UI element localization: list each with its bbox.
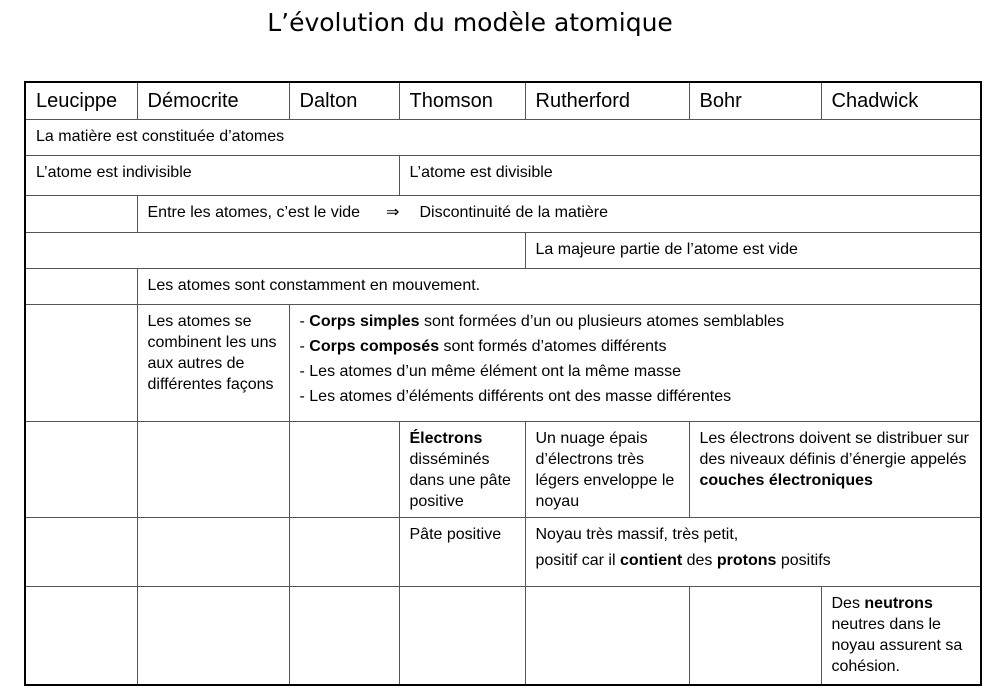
header-row xyxy=(25,82,981,120)
cell-bodies xyxy=(289,305,981,422)
empty-cell xyxy=(25,305,137,422)
cell-rutherford-cloud: Un nuage épais d’électrons très légers enveloppe le noyau xyxy=(525,422,689,518)
discontinuity-text: Discontinuité de la matière xyxy=(419,204,608,221)
empty-cell xyxy=(525,587,689,685)
bullet-same-mass: - Les atomes d’un même élément ont la même masse xyxy=(299,363,681,380)
empty-cell xyxy=(25,269,137,305)
header-bohr: Bohr xyxy=(689,82,821,120)
empty-cell xyxy=(289,518,399,587)
implies-arrow: ⇒ xyxy=(386,204,400,221)
empty-cell xyxy=(25,587,137,685)
row-matter xyxy=(25,120,981,156)
empty-cell xyxy=(289,587,399,685)
bullet-simple-bodies: - Corps simples sont formées d’un ou plusieurs atomes semblables xyxy=(299,313,785,330)
empty-cell xyxy=(25,422,137,518)
page-title: L’évolution du modèle atomique xyxy=(267,8,673,37)
row-combination xyxy=(25,305,981,422)
empty-cell xyxy=(137,518,289,587)
row-divisibility xyxy=(25,156,981,196)
header-thomson: Thomson xyxy=(399,82,525,120)
void-text: Entre les atomes, c’est le vide xyxy=(147,204,361,221)
header-chadwick: Chadwick xyxy=(821,82,981,120)
empty-cell xyxy=(25,518,137,587)
header-dalton: Dalton xyxy=(289,82,399,120)
empty-cell xyxy=(137,422,289,518)
cell-indivisible: L’atome est indivisible xyxy=(25,156,399,196)
cell-motion: Les atomes sont constamment en mouvement. xyxy=(137,269,981,305)
cell-thomson-electrons: Électrons disséminés dans une pâte positive xyxy=(399,422,525,518)
row-nucleus xyxy=(25,518,981,587)
empty-cell xyxy=(25,233,525,269)
header-leucippe: Leucippe xyxy=(25,82,137,120)
cell-void xyxy=(137,196,981,233)
row-mostly-empty xyxy=(25,233,981,269)
atomic-model-table xyxy=(24,81,982,686)
bullet-compound-bodies: - Corps composés sont formés d’atomes différents xyxy=(299,338,667,355)
header-democrite: Démocrite xyxy=(137,82,289,120)
cell-rutherford-nucleus: Noyau très massif, très petit, positif car il contient des protons positifs xyxy=(525,518,981,587)
header-rutherford: Rutherford xyxy=(525,82,689,120)
cell-mostly-empty: La majeure partie de l’atome est vide xyxy=(525,233,981,269)
row-neutrons xyxy=(25,587,981,685)
cell-thomson-paste: Pâte positive xyxy=(399,518,525,587)
empty-cell xyxy=(25,196,137,233)
cell-matter-atoms: La matière est constituée d’atomes xyxy=(25,120,981,156)
empty-cell xyxy=(689,587,821,685)
cell-divisible: L’atome est divisible xyxy=(399,156,981,196)
row-electrons xyxy=(25,422,981,518)
empty-cell xyxy=(289,422,399,518)
row-motion xyxy=(25,269,981,305)
empty-cell xyxy=(399,587,525,685)
empty-cell xyxy=(137,587,289,685)
row-void xyxy=(25,196,981,233)
cell-combine: Les atomes se combinent les uns aux autres de différentes façons xyxy=(137,305,289,422)
bullet-different-mass: - Les atomes d’éléments différents ont des masse différentes xyxy=(299,388,732,405)
cell-bohr-shells: Les électrons doivent se distribuer sur des niveaux définis d’énergie appelés couches électroniques xyxy=(689,422,981,518)
cell-chadwick-neutrons: Des neutrons neutres dans le noyau assurent sa cohésion. xyxy=(821,587,981,685)
